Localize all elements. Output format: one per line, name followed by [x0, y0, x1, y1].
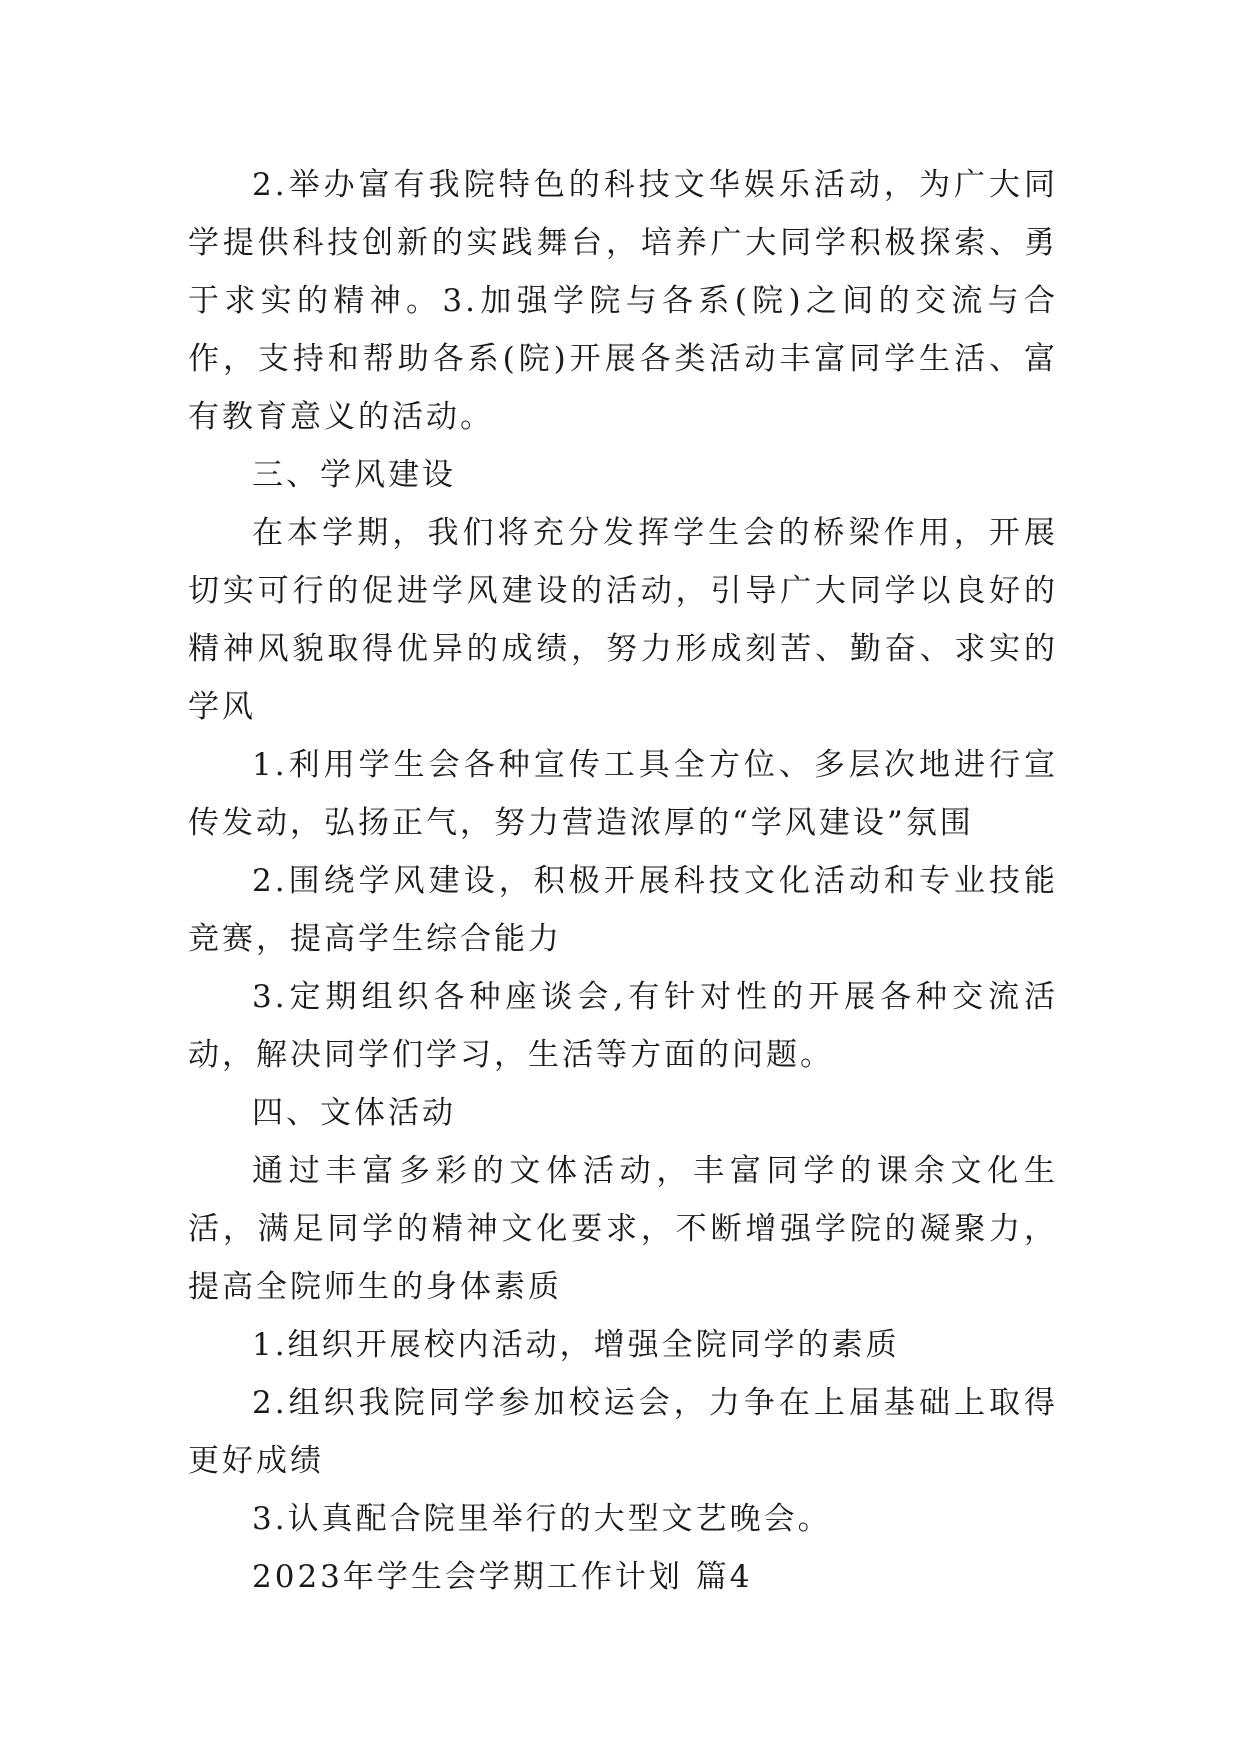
paragraph-activities-2-3: 2.举办富有我院特色的科技文华娱乐活动，为广大同学提供科技创新的实践舞台，培养广大同学积极探索、勇于求实的精神。3.加强学院与各系(院)之间的交流与合作，支持和帮助各系(院)开展各类活动丰富同学生活、富有教育意义的活动。	[188, 167, 1058, 435]
paragraph-study-style-item-3: 3.定期组织各种座谈会,有针对性的开展各种交流活动，解决同学们学习，生活等方面的问题。	[188, 979, 1058, 1073]
paragraph-study-style-item-2: 2.围绕学风建设，积极开展科技文化活动和专业技能竞赛，提高学生综合能力	[188, 863, 1058, 957]
paragraph-sports-culture-intro: 通过丰富多彩的文体活动，丰富同学的课余文化生活，满足同学的精神文化要求，不断增强学院的凝聚力，提高全院师生的身体素质	[188, 1153, 1058, 1305]
document-body	[188, 156, 1058, 1606]
paragraph-study-style-intro: 在本学期，我们将充分发挥学生会的桥梁作用，开展切实可行的促进学风建设的活动，引导广大同学以良好的精神风貌取得优异的成绩，努力形成刻苦、勤奋、求实的学风	[188, 515, 1058, 725]
paragraph-sports-culture-item-2: 2.组织我院同学参加校运会，力争在上届基础上取得更好成绩	[188, 1385, 1058, 1479]
paragraph-study-style-item-1: 1.利用学生会各种宣传工具全方位、多层次地进行宣传发动，弘扬正气，努力营造浓厚的“学风建设”氛围	[188, 747, 1058, 841]
section-heading-study-style: 三、学风建设	[252, 457, 456, 493]
paragraph-sports-culture-item-1: 1.组织开展校内活动，增强全院同学的素质	[252, 1327, 900, 1363]
paragraph-sports-culture-item-3: 3.认真配合院里举行的大型文艺晚会。	[252, 1501, 832, 1537]
next-plan-title: 2023年学生会学期工作计划 篇4	[252, 1559, 753, 1595]
section-heading-sports-culture: 四、文体活动	[252, 1095, 456, 1131]
